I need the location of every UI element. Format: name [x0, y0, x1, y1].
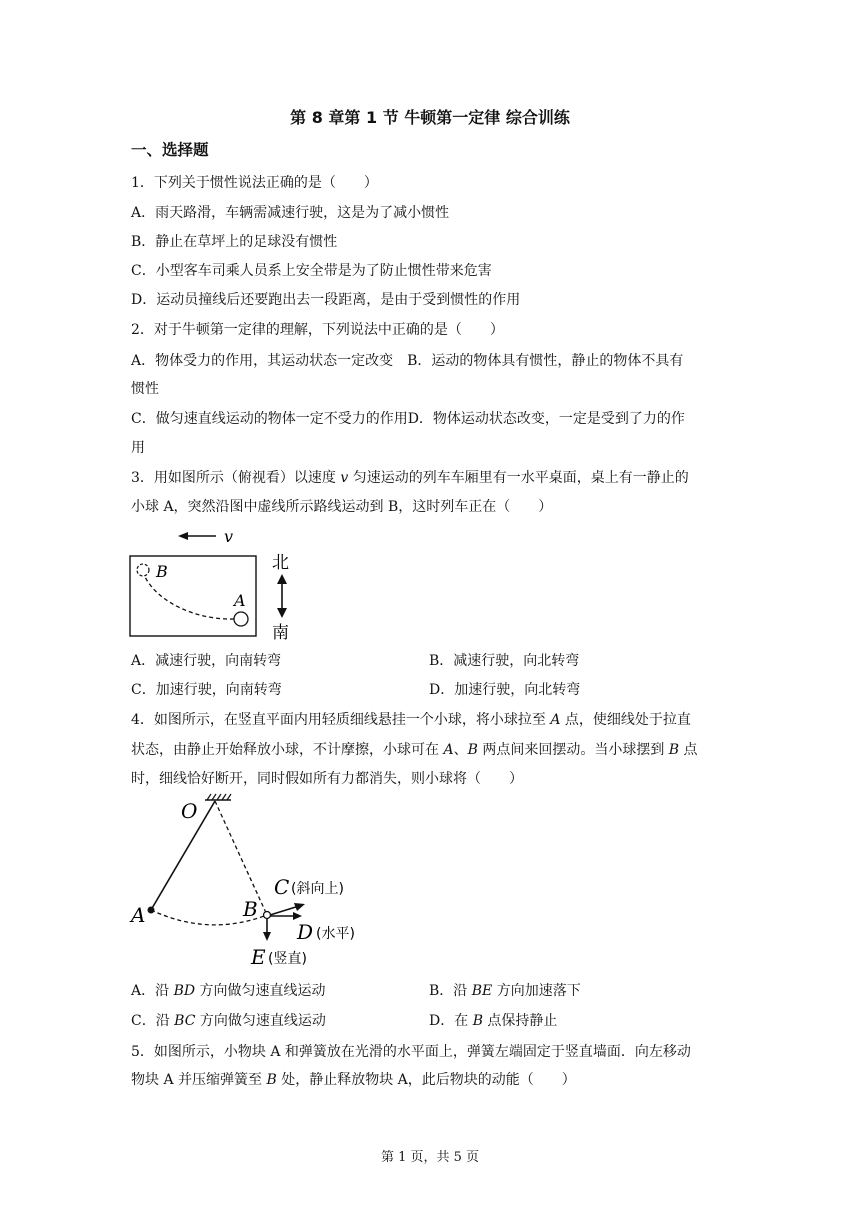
- q4-option-text: C．沿: [131, 1013, 175, 1029]
- q4-option-text: A．沿: [131, 983, 174, 999]
- ceiling-hatch: [207, 794, 231, 800]
- q3-figure: [120, 520, 310, 645]
- q2-options-line-1[interactable]: A．物体受力的作用，其运动状态一定改变 B．运动的物体具有惯性，静止的物体不具有: [131, 353, 684, 369]
- arrow-e-head-icon: [263, 932, 271, 941]
- q1-stem: 1．下列关于惯性说法正确的是（ ）: [131, 175, 378, 191]
- q1-option-b[interactable]: B．静止在草坪上的足球没有惯性: [131, 234, 338, 250]
- arrow-d-head-icon: [293, 912, 302, 920]
- page-footer: 第 1 页，共 5 页: [380, 1150, 480, 1165]
- q4-option-text: 点保持静止: [482, 1013, 558, 1029]
- velocity-label: v: [224, 527, 234, 546]
- q4-option-b[interactable]: [429, 980, 581, 1000]
- q4-stem-text: 4．如图所示，在竖直平面内用轻质细线悬挂一个小球，将小球拉至: [131, 712, 551, 728]
- q4-stem-line-3: 时，细线恰好断开，同时假如所有力都消失，则小球将（ ）: [131, 771, 523, 787]
- q1-option-a[interactable]: A．雨天路滑，车辆需减速行驶，这是为了减小惯性: [131, 205, 450, 221]
- point-b-label: B: [156, 562, 168, 581]
- q4-option-symbol: BC: [174, 1013, 196, 1029]
- q4-option-text: D．在: [429, 1013, 473, 1029]
- up-arrow-icon: [277, 574, 287, 584]
- north-label: 北: [272, 553, 289, 573]
- q3-stem-text: 匀速运动的列车车厢里有一水平桌面，桌上有一静止的: [348, 470, 689, 486]
- q4-option-text: B．沿: [429, 983, 472, 999]
- q4-option-symbol: BE: [471, 983, 493, 999]
- q4-stem-text: 两点间来回摆动。当小球摆到: [477, 742, 669, 758]
- q4-option-text: 方向做匀速直线运动: [195, 983, 326, 999]
- q3-velocity-symbol: v: [340, 470, 349, 486]
- direction-e-note: (竖直): [268, 951, 307, 967]
- q3-stem-line-1: [131, 467, 689, 487]
- q1-option-d[interactable]: D．运动员撞线后还要跑出去一段距离，是由于受到惯性的作用: [131, 292, 521, 308]
- q5-stem-line-1: 5．如图所示，小物块 A 和弹簧放在光滑的水平面上，弹簧左端固定于竖直墙面．向左移动: [131, 1044, 691, 1060]
- south-label: 南: [272, 623, 289, 643]
- q4-point-b: B: [668, 742, 680, 758]
- q4-stem-text: 状态，由静止开始释放小球，不计摩擦，小球可在: [131, 742, 444, 758]
- section-heading: 一、选择题: [131, 141, 209, 159]
- q4-point-b: B: [467, 742, 478, 758]
- q3-stem-text: 3．用如图所示（俯视看）以速度: [131, 470, 341, 486]
- point-a-label: A: [234, 591, 246, 610]
- q4-stem-text: 、: [453, 742, 468, 758]
- q4-option-symbol: B: [472, 1013, 483, 1029]
- string-to-b: [215, 801, 267, 915]
- q3-option-c[interactable]: C．加速行驶，向南转弯: [131, 682, 282, 698]
- q1-option-c[interactable]: C．小型客车司乘人员系上安全带是为了防止惯性带来危害: [131, 263, 492, 279]
- q2-options-line-3[interactable]: C．做匀速直线运动的物体一定不受力的作用D．物体运动状态改变，一定是受到了力的作: [131, 411, 685, 427]
- direction-c-note: (斜向上): [291, 881, 344, 897]
- q4-option-symbol: BD: [173, 983, 196, 999]
- q4-stem-text: 点，使细线处于拉直: [560, 712, 691, 728]
- point-b-label: B: [243, 897, 258, 921]
- q2-options-line-2: 惯性: [131, 381, 159, 397]
- q3-option-d[interactable]: D．加速行驶，向北转弯: [429, 682, 581, 698]
- ball-at-b: [264, 912, 271, 919]
- direction-d-note: (水平): [316, 926, 355, 942]
- q4-point-a: A: [550, 712, 561, 728]
- q3-option-b[interactable]: B．减速行驶，向北转弯: [429, 653, 580, 669]
- q4-stem-line-2: [131, 739, 698, 759]
- ball-position-a: [234, 612, 248, 626]
- q4-option-c[interactable]: [131, 1010, 326, 1030]
- q2-options-line-4: 用: [131, 440, 145, 456]
- q4-option-d[interactable]: [429, 1010, 557, 1030]
- point-a-label: A: [131, 903, 146, 927]
- ball-path: [145, 577, 234, 619]
- q4-stem-text: 点: [679, 742, 698, 758]
- q4-option-text: 方向加速落下: [492, 983, 581, 999]
- q4-option-a[interactable]: [131, 980, 326, 1000]
- direction-e-label: E: [251, 945, 266, 969]
- velocity-arrowhead-icon: [178, 532, 188, 540]
- q5-stem-line-2: [131, 1069, 576, 1089]
- q5-point-b: B: [266, 1072, 277, 1088]
- q3-stem-line-2: 小球 A，突然沿图中虚线所示路线运动到 B，这时列车正在（ ）: [131, 499, 553, 515]
- q4-stem-line-1: [131, 709, 691, 729]
- direction-c-label: C: [274, 875, 290, 899]
- q5-stem-text: 物块 A 并压缩弹簧至: [131, 1072, 267, 1088]
- q5-stem-text: 处，静止释放物块 A，此后物块的动能（ ）: [276, 1072, 576, 1088]
- ball-at-a: [148, 907, 155, 914]
- q3-option-a[interactable]: A．减速行驶，向南转弯: [131, 653, 282, 669]
- pivot-o-label: O: [181, 799, 198, 823]
- q2-stem: 2．对于牛顿第一定律的理解，下列说法中正确的是（ ）: [131, 322, 504, 338]
- down-arrow-icon: [277, 608, 287, 618]
- direction-d-label: D: [297, 920, 314, 944]
- q4-point-a: A: [443, 742, 454, 758]
- ball-position-b: [137, 564, 149, 576]
- page-title: 第 8 章第 1 节 牛顿第一定律 综合训练: [290, 108, 570, 127]
- q4-figure: [125, 792, 385, 972]
- arrow-c-head-icon: [294, 903, 305, 911]
- q4-option-text: 方向做匀速直线运动: [195, 1013, 326, 1029]
